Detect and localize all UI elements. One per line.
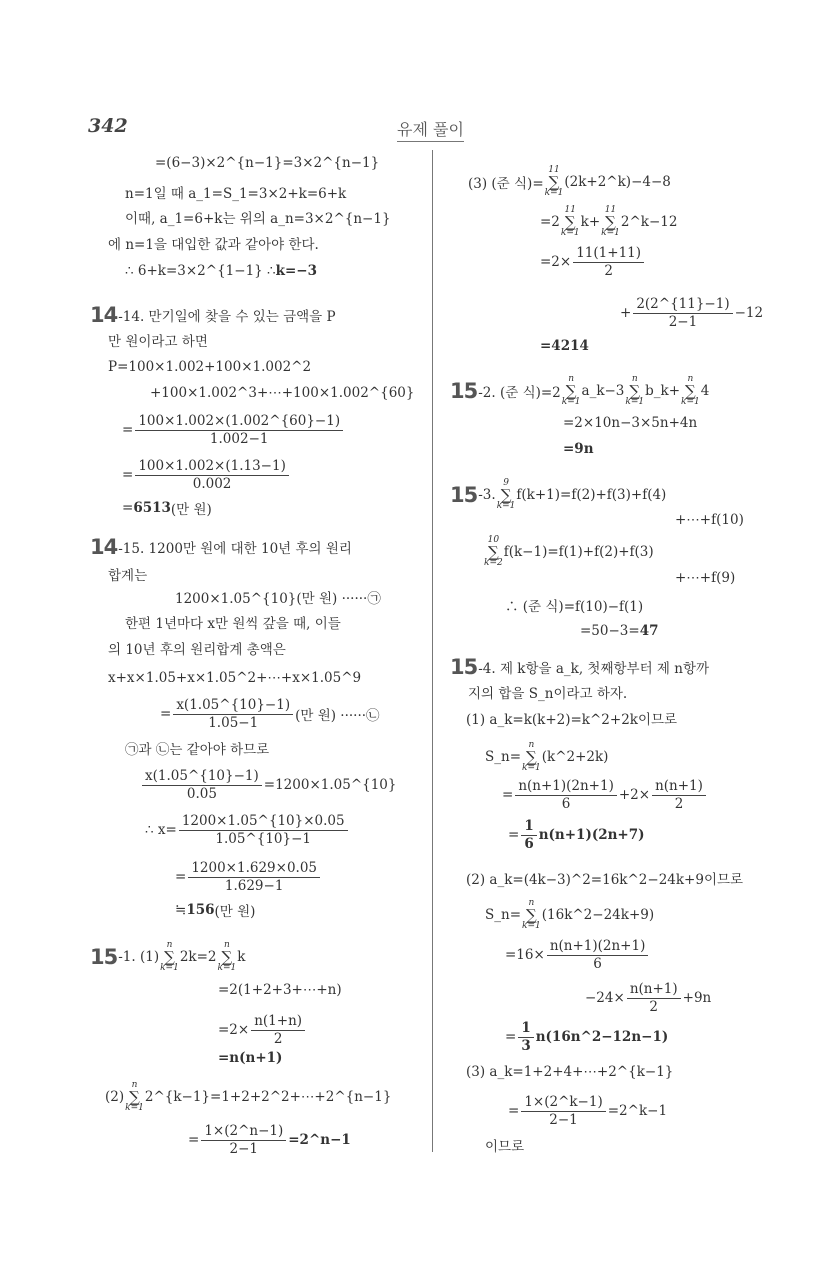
- fraction-numerator: 100×1.002×(1.13−1): [135, 458, 289, 476]
- math-text: +⋯+f(10): [675, 512, 744, 528]
- fraction-denominator: 6: [593, 955, 602, 972]
- summation: [562, 375, 581, 407]
- sum-lower-limit: k=1: [601, 228, 620, 238]
- math-text: a_k−3: [581, 383, 625, 399]
- fraction-numerator: n(n+1): [627, 981, 681, 999]
- problem-number: 15: [450, 483, 478, 507]
- fraction-denominator: 2: [674, 795, 684, 812]
- math-text: =: [122, 422, 134, 438]
- fraction: [201, 1123, 286, 1158]
- summation: [545, 166, 564, 198]
- page-number: 342: [88, 115, 128, 137]
- math-text: −12: [734, 305, 764, 321]
- math-text: k: [237, 949, 246, 965]
- sigma-icon: ∑: [564, 213, 576, 231]
- math-text: (1) a_k=k(k+2)=k^2+2k이므로: [466, 712, 678, 728]
- math-text: +9n: [682, 990, 712, 1006]
- math-text: ∴ x=: [145, 822, 177, 838]
- math-text: +100×1.002^3+⋯+100×1.002^{60}: [150, 385, 415, 401]
- summation: [497, 479, 516, 511]
- summation: [681, 375, 700, 407]
- fraction-denominator: 6: [561, 795, 571, 812]
- math-text: ㉠과 ㉡는 같아야 하므로: [125, 742, 270, 758]
- math-text: f(k−1)=f(1)+f(2)+f(3): [503, 544, 654, 560]
- math-text: ≒: [175, 902, 187, 918]
- fraction-numerator: 1: [521, 818, 536, 836]
- math-text: k+: [580, 214, 601, 230]
- fraction-numerator: n(n+1)(2n+1): [515, 778, 617, 796]
- summation: [484, 536, 503, 568]
- sum-lower-limit: k=1: [522, 763, 541, 773]
- math-text: ∴ 6+k=3×2^{1−1} ∴: [125, 263, 276, 279]
- sum-upper-limit: n: [166, 940, 173, 950]
- fraction-numerator: 2(2^{11}−1): [633, 296, 732, 314]
- fraction-denominator: 2: [273, 1030, 283, 1047]
- sigma-icon: ∑: [548, 173, 560, 191]
- fraction-denominator: 2−1: [549, 1111, 578, 1128]
- math-text: =: [122, 500, 134, 516]
- fraction: [142, 768, 262, 803]
- summation: [561, 206, 580, 238]
- fraction: [633, 296, 732, 331]
- summation: [522, 741, 541, 773]
- summation: [218, 941, 237, 973]
- fraction: [627, 981, 681, 1016]
- math-text: =: [508, 1103, 520, 1119]
- fraction-numerator: 11(1+11): [573, 245, 644, 263]
- math-text: (만 원): [170, 502, 212, 518]
- math-text: =: [175, 869, 187, 885]
- math-text: 2k=2: [179, 949, 217, 965]
- fraction-denominator: 1.05−1: [208, 714, 259, 731]
- problem-number: 15: [90, 945, 118, 969]
- problem-number: 15: [450, 655, 478, 679]
- fraction-numerator: 1200×1.629×0.05: [188, 860, 320, 878]
- fraction-numerator: n(n+1): [652, 778, 706, 796]
- sum-upper-limit: n: [528, 898, 535, 908]
- bold-result: 156: [186, 902, 215, 918]
- math-text: (k^2+2k): [541, 749, 609, 765]
- fraction: [652, 778, 706, 813]
- fraction-denominator: 3: [521, 1037, 531, 1054]
- math-text: =: [160, 706, 172, 722]
- math-text: n=1일 때 a_1=S_1=3×2+k=6+k: [125, 186, 347, 202]
- sum-upper-limit: 9: [503, 478, 509, 488]
- math-text: P=100×1.002+100×1.002^2: [108, 359, 312, 375]
- fraction: [173, 697, 293, 732]
- sum-lower-limit: k=1: [160, 963, 179, 973]
- math-text: 만 원이라고 하면: [108, 334, 208, 350]
- math-text: ∴ (준 식)=f(10)−f(1): [505, 599, 644, 615]
- math-text: 한편 1년마다 x만 원씩 갚을 때, 이들: [125, 616, 341, 632]
- sum-lower-limit: k=1: [522, 921, 541, 931]
- fraction-denominator: 2: [649, 998, 659, 1015]
- column-divider: [432, 150, 433, 1152]
- math-text: 지의 합을 S_n이라고 하자.: [468, 686, 628, 702]
- math-text: =: [505, 1029, 517, 1045]
- math-text: -1. (1): [118, 949, 160, 965]
- sum-upper-limit: n: [568, 374, 575, 384]
- math-text: -4. 제 k항을 a_k, 첫째항부터 제 n항까: [478, 661, 710, 677]
- math-text: =: [188, 1132, 200, 1148]
- math-text: (만 원): [214, 904, 256, 920]
- sigma-icon: ∑: [565, 382, 577, 400]
- summation: [625, 375, 644, 407]
- fraction-denominator: 2−1: [668, 313, 698, 330]
- math-text: 의 10년 후의 원리합계 총액은: [108, 642, 286, 658]
- fraction: [547, 938, 649, 973]
- sum-lower-limit: k=1: [560, 228, 580, 238]
- fraction: [188, 860, 320, 895]
- fraction: [515, 778, 617, 813]
- fraction-denominator: 0.05: [186, 785, 217, 802]
- summation: [601, 206, 620, 238]
- bold-result: 47: [639, 623, 659, 639]
- summation: [160, 941, 179, 973]
- math-text: =: [508, 827, 520, 843]
- math-text: =: [122, 467, 134, 483]
- fraction: [179, 813, 348, 848]
- math-text: 에 n=1을 대입한 값과 같아야 한다.: [108, 237, 319, 253]
- fraction-numerator: 1: [518, 1020, 533, 1038]
- sigma-icon: ∑: [526, 748, 537, 766]
- sigma-icon: ∑: [526, 906, 537, 924]
- sum-upper-limit: n: [631, 374, 638, 384]
- math-text: S_n=: [485, 907, 522, 923]
- sigma-icon: ∑: [629, 382, 641, 400]
- section-title: 유제 풀이: [397, 117, 464, 142]
- summation: [522, 899, 541, 931]
- math-text: (만 원) ······㉡: [295, 708, 380, 724]
- sum-upper-limit: 11: [548, 165, 560, 175]
- sum-upper-limit: n: [131, 1080, 138, 1090]
- sum-upper-limit: 11: [564, 205, 576, 215]
- problem-number: 14: [90, 535, 118, 559]
- math-text: (2) a_k=(4k−3)^2=16k^2−24k+9이므로: [466, 872, 744, 888]
- problem-number: 15: [450, 379, 478, 403]
- bold-result: n(16n^2−12n−1): [535, 1029, 669, 1045]
- fraction-numerator: 100×1.002×(1.002^{60}−1): [135, 413, 343, 431]
- math-text: =50−3=: [580, 623, 640, 639]
- fraction-numerator: n(1+n): [251, 1013, 305, 1031]
- math-text: -3.: [478, 487, 496, 503]
- sigma-icon: ∑: [129, 1088, 140, 1106]
- math-text: =(6−3)×2^{n−1}=3×2^{n−1}: [155, 155, 380, 171]
- sigma-icon: ∑: [605, 213, 616, 231]
- sigma-icon: ∑: [500, 486, 512, 504]
- sum-lower-limit: k=1: [125, 1103, 144, 1113]
- fraction-numerator: n(n+1)(2n+1): [547, 938, 649, 956]
- sum-upper-limit: n: [687, 374, 694, 384]
- sum-lower-limit: k=1: [561, 397, 581, 407]
- math-text: 이때, a_1=6+k는 위의 a_n=3×2^{n−1}: [125, 211, 391, 227]
- fraction: [573, 245, 644, 280]
- fraction-denominator: 0.002: [192, 475, 232, 492]
- math-text: 이므로: [485, 1139, 525, 1155]
- math-text: 합계는: [108, 568, 148, 584]
- fraction-numerator: 1×(2^n−1): [201, 1123, 286, 1141]
- bold-result: =n(n+1): [218, 1050, 283, 1066]
- math-text: 2^{k−1}=1+2+2^2+⋯+2^{n−1}: [144, 1089, 392, 1105]
- fraction-denominator: 6: [524, 835, 534, 852]
- math-text: (2k+2^k)−4−8: [564, 174, 671, 190]
- sum-upper-limit: n: [528, 740, 535, 750]
- math-text: =2×: [540, 254, 572, 270]
- sum-lower-limit: k=1: [217, 963, 237, 973]
- sum-upper-limit: 11: [604, 205, 617, 215]
- math-text: b_k+: [645, 383, 681, 399]
- math-text: =2: [540, 214, 560, 230]
- sum-lower-limit: k=2: [484, 558, 503, 568]
- math-text: −24×: [585, 990, 625, 1006]
- math-text: x+x×1.05+x×1.05^2+⋯+x×1.05^9: [108, 670, 362, 686]
- fraction-numerator: 1×(2^k−1): [521, 1094, 605, 1112]
- fraction: [518, 1020, 533, 1055]
- sum-lower-limit: k=1: [681, 397, 700, 407]
- sum-lower-limit: k=1: [625, 397, 645, 407]
- math-text: =2×: [218, 1022, 250, 1038]
- sigma-icon: ∑: [164, 948, 175, 966]
- sum-lower-limit: k=1: [496, 501, 516, 511]
- math-text: (3) (준 식)=: [468, 176, 544, 192]
- math-text: =16×: [505, 947, 545, 963]
- fraction-numerator: 1200×1.05^{10}×0.05: [179, 813, 348, 831]
- fraction: [135, 413, 343, 448]
- bold-result: =2^n−1: [288, 1132, 351, 1148]
- math-text: (16k^2−24k+9): [541, 907, 655, 923]
- fraction-denominator: 2: [604, 262, 613, 279]
- math-text: (3) a_k=1+2+4+⋯+2^{k−1}: [466, 1064, 674, 1080]
- math-text: -15. 1200만 원에 대한 10년 후의 원리: [118, 541, 352, 557]
- fraction: [521, 1094, 605, 1129]
- math-text: =2^k−1: [607, 1103, 668, 1119]
- fraction: [251, 1013, 305, 1048]
- math-text: +2×: [618, 787, 651, 803]
- math-text: =1200×1.05^{10}: [263, 777, 397, 793]
- summation: [125, 1081, 144, 1113]
- math-text: -2. (준 식)=2: [478, 385, 561, 401]
- fraction-numerator: x(1.05^{10}−1): [173, 697, 293, 715]
- math-text: -14. 만기일에 찾을 수 있는 금액을 P: [118, 309, 336, 325]
- sum-lower-limit: k=1: [544, 188, 564, 198]
- math-text: 2^k−12: [620, 214, 678, 230]
- bold-result: k=−3: [275, 263, 317, 279]
- fraction-denominator: 1.05^{10}−1: [215, 830, 312, 847]
- fraction: [521, 818, 536, 853]
- sigma-icon: ∑: [488, 543, 499, 561]
- bold-result: n(n+1)(2n+7): [538, 827, 645, 843]
- math-text: +⋯+f(9): [675, 570, 736, 586]
- math-text: +: [620, 305, 632, 321]
- math-text: =2×10n−3×5n+4n: [563, 415, 698, 431]
- bold-result: 6513: [133, 500, 171, 516]
- math-text: 4: [700, 383, 710, 399]
- bold-result: =9n: [563, 441, 594, 457]
- sum-upper-limit: 10: [487, 535, 500, 545]
- sigma-icon: ∑: [221, 948, 233, 966]
- math-text: =2(1+2+3+⋯+n): [218, 982, 342, 998]
- fraction-denominator: 1.629−1: [224, 877, 284, 894]
- math-text: 1200×1.05^{10}(만 원) ······㉠: [175, 591, 381, 607]
- fraction: [135, 458, 289, 493]
- bold-result: =4214: [540, 338, 589, 354]
- sigma-icon: ∑: [685, 382, 696, 400]
- math-text: =: [502, 787, 514, 803]
- fraction-denominator: 1.002−1: [209, 430, 269, 447]
- math-text: f(k+1)=f(2)+f(3)+f(4): [516, 487, 667, 503]
- math-text: S_n=: [485, 749, 522, 765]
- fraction-numerator: x(1.05^{10}−1): [142, 768, 262, 786]
- problem-number: 14: [90, 303, 118, 327]
- fraction-denominator: 2−1: [229, 1140, 259, 1157]
- sum-upper-limit: n: [223, 940, 230, 950]
- math-text: (2): [105, 1089, 125, 1105]
